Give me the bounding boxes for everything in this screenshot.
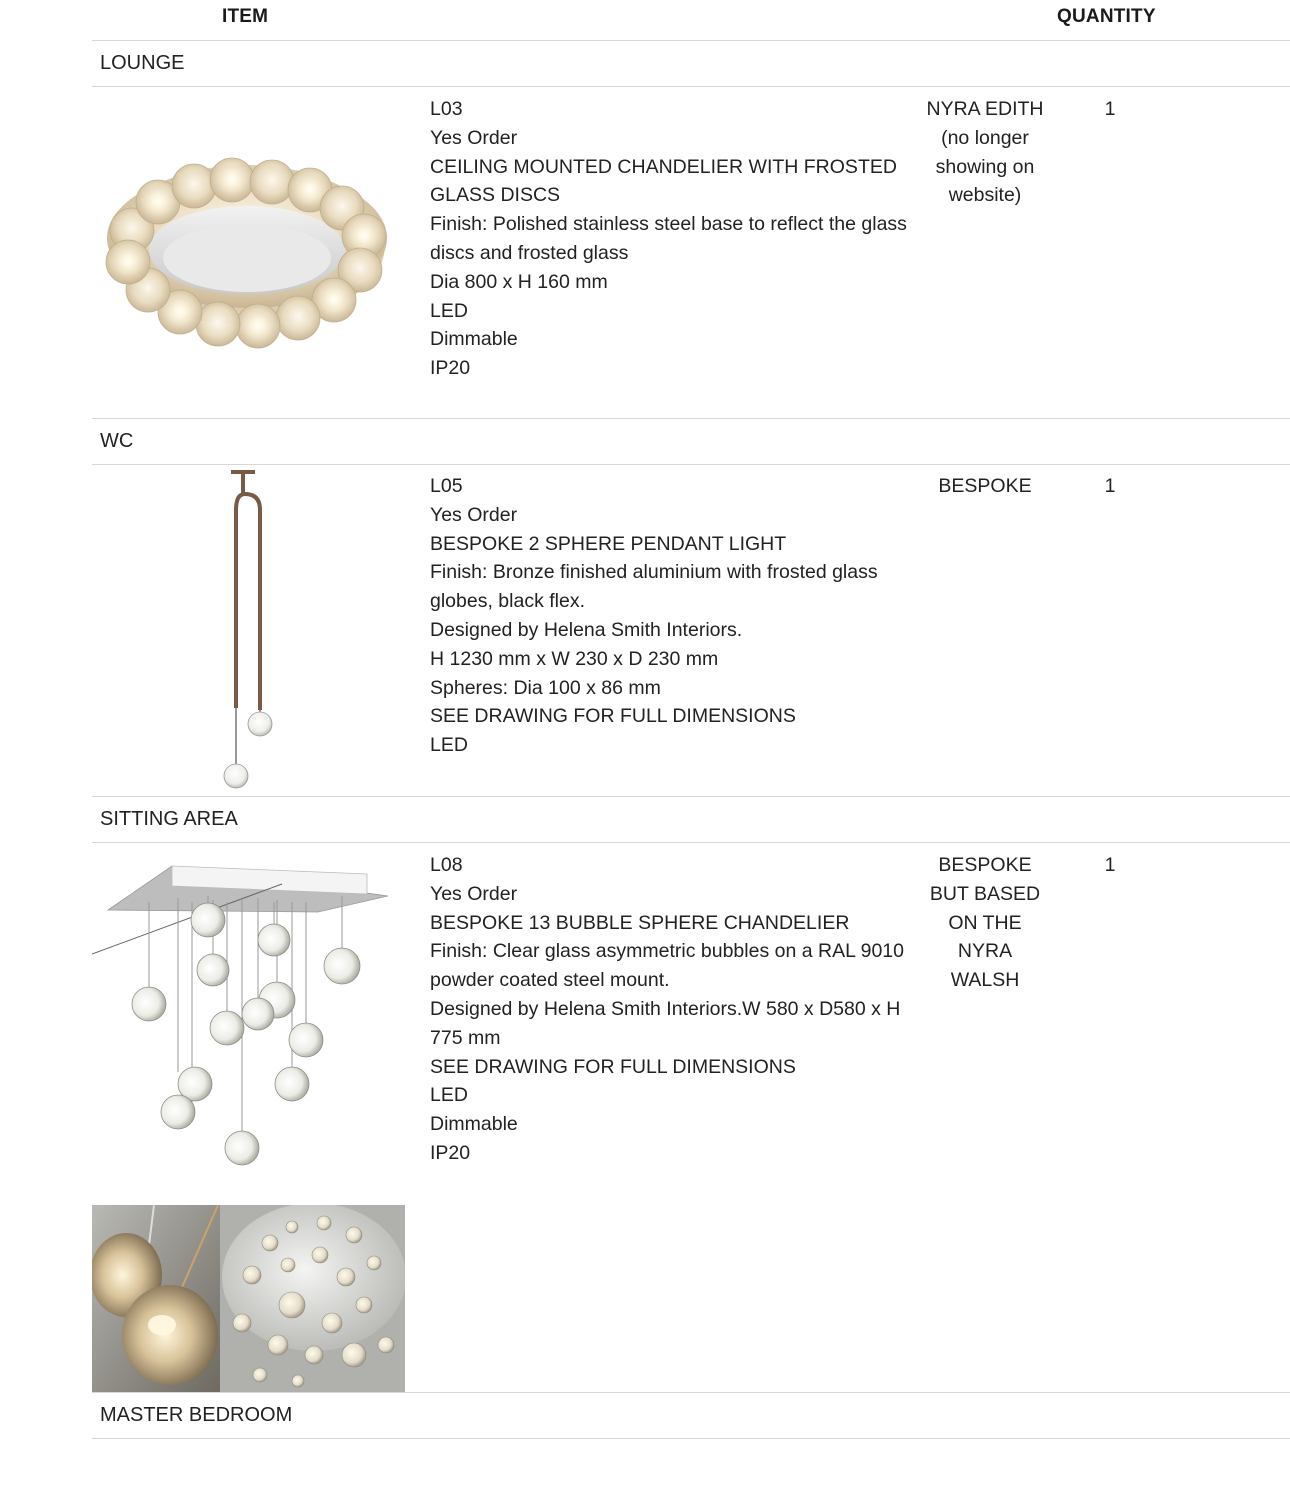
divider: [92, 86, 1290, 87]
item-supplier: BESPOKE BUT BASED ON THE NYRA WALSH: [929, 854, 1041, 992]
section-lounge: LOUNGE: [100, 52, 185, 74]
item-drawing-note: SEE DRAWING FOR FULL DIMENSIONS: [430, 1055, 796, 1078]
item-designer: Designed by Helena Smith Interiors.: [430, 618, 743, 641]
divider: [92, 842, 1290, 843]
item-title: CEILING MOUNTED CHANDELIER WITH FROSTED GLASS DISCS: [430, 155, 897, 207]
ceiling-chandelier-image: [102, 150, 392, 360]
item-designer-dimensions: Designed by Helena Smith Interiors.W 580 x D580 x H 775 mm: [430, 997, 901, 1049]
quantity-column-header: QUANTITY: [1057, 6, 1156, 27]
item-dimensions: H 1230 mm x W 230 x D 230 mm: [430, 647, 719, 670]
divider: [92, 464, 1290, 465]
bubble-chandelier-reference-photo: [92, 1205, 405, 1392]
item-spec: Dimmable: [430, 1113, 518, 1136]
item-spec: LED: [430, 299, 468, 322]
item-spec: LED: [430, 1084, 468, 1107]
item-quantity: 1: [1104, 98, 1116, 120]
item-description-l05: [430, 472, 920, 760]
order-status: Yes Order: [430, 503, 518, 526]
item-code: L03: [430, 98, 463, 120]
item-finish: Finish: Polished stainless steel base to reflect the glass discs and frosted glass: [430, 213, 907, 264]
item-finish: Finish: Bronze finished aluminium with frosted glass globes, black flex.: [430, 561, 878, 613]
item-spec: IP20: [430, 1141, 471, 1164]
item-description-l08: [430, 851, 920, 1168]
item-drawing-note: SEE DRAWING FOR FULL DIMENSIONS: [430, 705, 796, 728]
item-spec: IP20: [430, 357, 471, 380]
item-dimensions: Dia 800 x H 160 mm: [430, 270, 608, 293]
divider: [92, 418, 1290, 419]
pendant-light-image: [215, 468, 285, 793]
item-code: L08: [430, 854, 463, 876]
order-status: Yes Order: [430, 882, 518, 905]
section-wc: WC: [100, 430, 134, 452]
item-sphere-dimensions: Spheres: Dia 100 x 86 mm: [430, 676, 661, 699]
section-master-bedroom: MASTER BEDROOM: [100, 1404, 293, 1426]
item-quantity: 1: [1104, 475, 1116, 497]
item-finish: Finish: Clear glass asymmetric bubbles on a RAL 9010 powder coated steel mount.: [430, 940, 904, 992]
bubble-chandelier-image: [92, 862, 392, 1167]
item-spec: LED: [430, 734, 468, 757]
item-title: BESPOKE 13 BUBBLE SPHERE CHANDELIER: [430, 911, 850, 934]
item-title: BESPOKE 2 SPHERE PENDANT LIGHT: [430, 532, 787, 555]
divider: [92, 1392, 1290, 1393]
divider: [92, 40, 1290, 41]
item-code: L05: [430, 475, 463, 497]
section-sitting-area: SITTING AREA: [100, 808, 238, 830]
item-supplier: NYRA EDITH (no longer showing on website): [926, 98, 1044, 207]
item-spec: Dimmable: [430, 328, 518, 351]
item-column-header: ITEM: [222, 6, 269, 27]
divider: [92, 796, 1290, 797]
item-quantity: 1: [1104, 854, 1116, 876]
order-status: Yes Order: [430, 126, 518, 149]
item-supplier: BESPOKE: [938, 475, 1032, 497]
divider: [92, 1438, 1290, 1439]
item-description-l03: [430, 95, 920, 383]
